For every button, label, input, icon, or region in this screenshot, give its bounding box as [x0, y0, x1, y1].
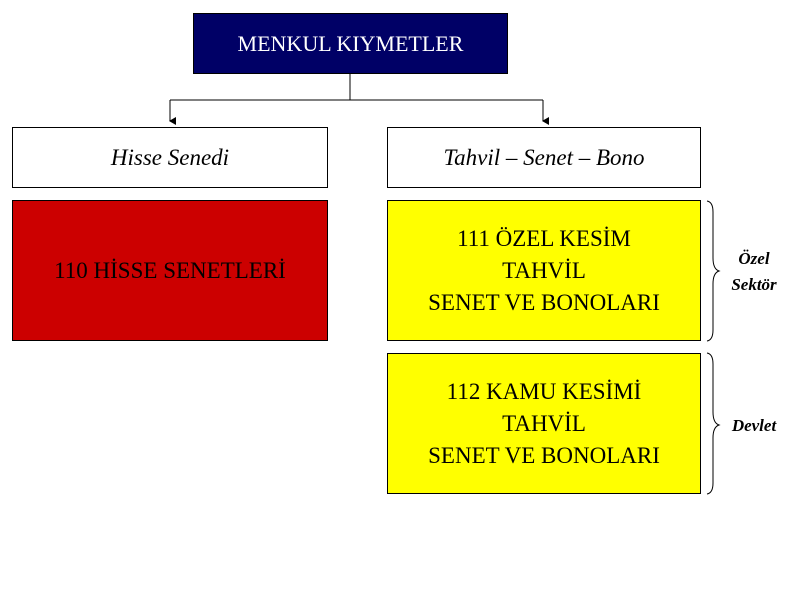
account-label: 110 HİSSE SENETLERİ — [54, 257, 286, 283]
brace-label-line: Özel — [738, 249, 770, 268]
account-label-line: SENET VE BONOLARI — [428, 289, 660, 315]
brace-label-ozel-sektor — [722, 246, 786, 298]
root-node-menkul-kiymetler — [193, 13, 508, 74]
account-label-line: 112 KAMU KESİMİ — [446, 378, 642, 404]
category-label: Hisse Senedi — [110, 144, 230, 170]
category-label: Tahvil – Senet – Bono — [443, 144, 645, 170]
brace-label-line: Devlet — [731, 416, 777, 435]
brace-ozel-sektor — [707, 201, 719, 341]
account-label-line: TAHVİL — [502, 410, 586, 436]
brace-label-devlet — [722, 413, 786, 439]
brace-devlet — [707, 353, 719, 494]
root-node-label: MENKUL KIYMETLER — [237, 30, 464, 56]
account-node-110-hisse-senetleri — [12, 200, 328, 341]
account-label-line: 111 ÖZEL KESİM — [457, 225, 631, 251]
account-label-line: TAHVİL — [502, 257, 586, 283]
category-node-hisse-senedi — [12, 127, 328, 188]
brace-label-line: Sektör — [731, 275, 777, 294]
account-label-line: SENET VE BONOLARI — [428, 442, 660, 468]
category-node-tahvil-senet-bono — [387, 127, 701, 188]
account-node-112-kamu-kesimi — [387, 353, 701, 494]
account-node-111-ozel-kesim — [387, 200, 701, 341]
